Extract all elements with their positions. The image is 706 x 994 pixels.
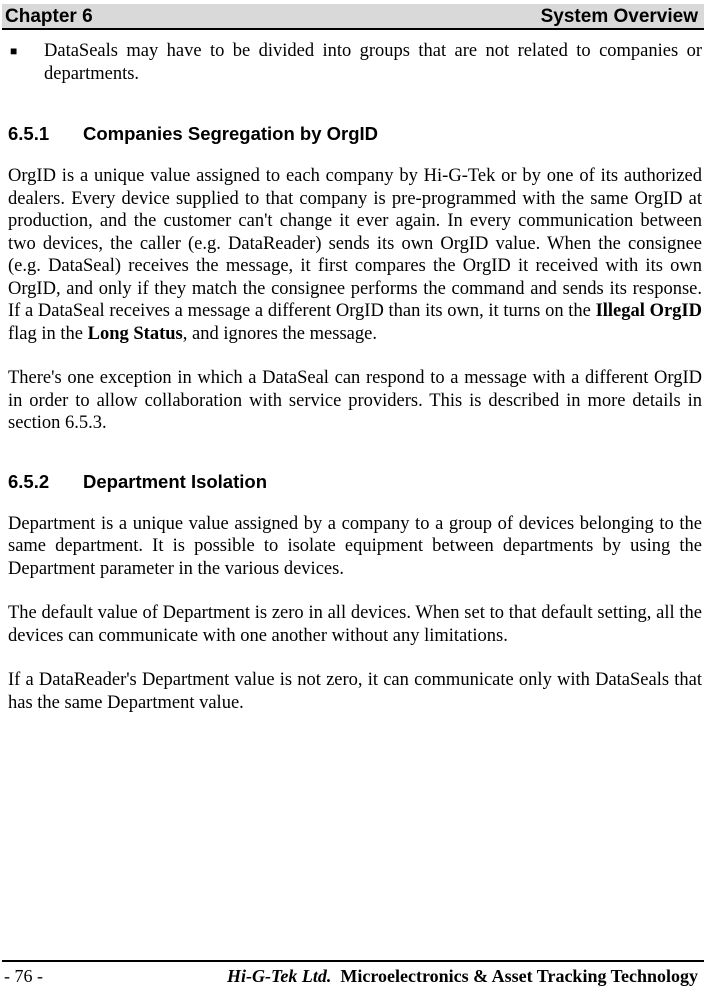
page-body: [8, 40, 702, 736]
company-name: Hi-G-Tek Ltd.: [227, 966, 332, 986]
paragraph: There's one exception in which a DataSeal can respond to a message with a different OrgID in order to allow collaboration with service providers. This is described in more details in section 6.5.3.: [8, 368, 702, 433]
section-title: Department Isolation: [83, 470, 267, 492]
page-number: - 76 -: [4, 966, 43, 986]
section-heading: [8, 123, 702, 145]
page-header: [2, 4, 704, 30]
paragraph: Department is a unique value assigned by a company to a group of devices belonging to the same department. It is possible to isolate equipment between departments by using the Department parameter in the various devices.: [8, 513, 702, 579]
square-bullet-icon: ■: [10, 44, 18, 58]
bold-term: Long Status: [87, 323, 183, 344]
paragraph: [8, 165, 702, 345]
company-tagline: Microelectronics & Asset Tracking Technology: [340, 966, 698, 986]
bullet-text: DataSeals may have to be divided into groups that are not related to companies or departments.: [44, 41, 702, 84]
chapter-title: System Overview: [540, 6, 698, 27]
paragraph-text: OrgID is a unique value assigned to each company by Hi-G-Tek or by one of its authorized dealers. Every device supplied to that company is pre-programmed with the same OrgID at production, and the customer can't change it ever again. In every communication between two devices, the caller (e.g. DataReader) sends its own OrgID value. When the consignee (e.g. DataSeal) receives the message, it first compares the OrgID it received with its own OrgID, and only if they match the consignee performs the command and sends its response. If a DataSeal receives a message a different OrgID than its own, it turns on the: [8, 166, 702, 321]
section-number: 6.5.2: [8, 470, 50, 492]
section-number: 6.5.1: [8, 123, 50, 144]
page-footer: [2, 960, 704, 994]
paragraph: The default value of Department is zero in all devices. When set to that default setting, all the devices can communicate with one another without any limitations.: [8, 603, 702, 646]
paragraph-text: , and ignores the message.: [182, 323, 377, 344]
section-title: Companies Segregation by OrgID: [83, 123, 379, 144]
footer-company: [227, 966, 698, 987]
paragraph-text: flag in the: [8, 323, 88, 344]
bullet-item: [10, 40, 702, 85]
paragraph: If a DataReader's Department value is not zero, it can communicate only with DataSeals that has the same Department value.: [8, 670, 702, 713]
chapter-label: Chapter 6: [5, 6, 93, 27]
section-heading: [8, 471, 702, 493]
bold-term: Illegal OrgID: [595, 301, 702, 321]
